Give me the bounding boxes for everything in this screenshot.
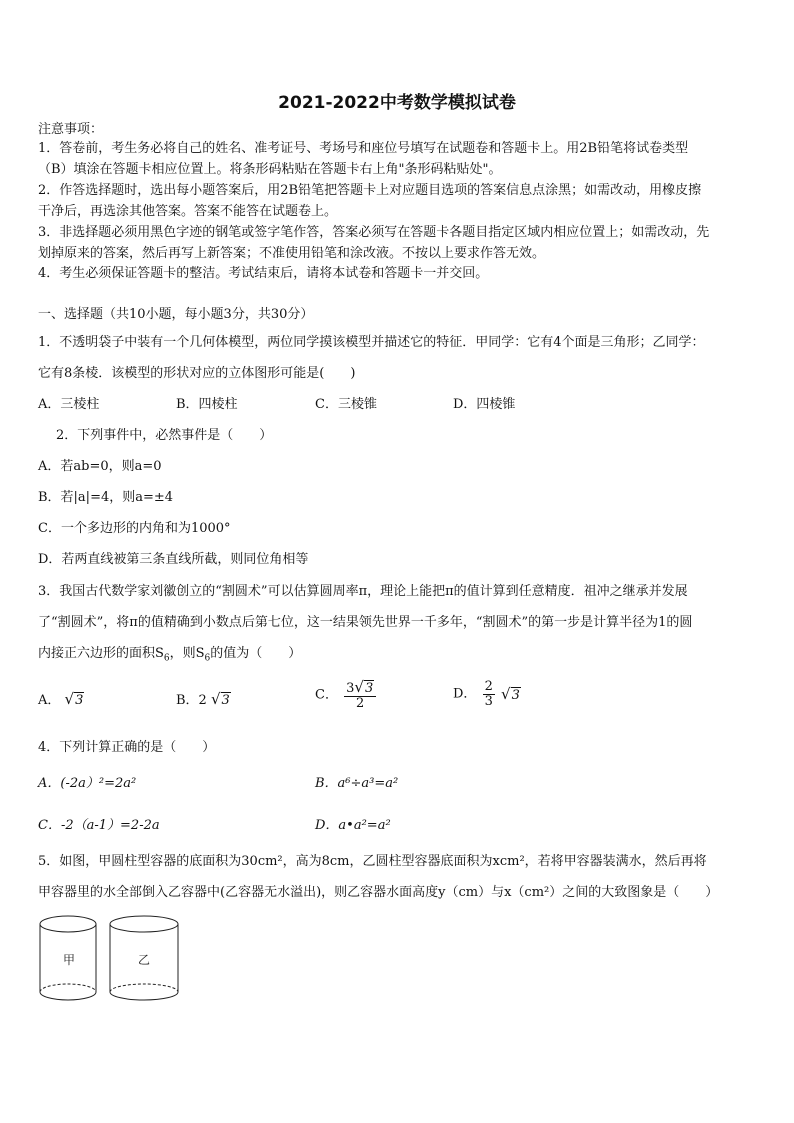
q2-option-a: A．若ab=0，则a=0 bbox=[38, 459, 162, 474]
notice-line: 4．考生必须保证答题卡的整洁。考试结束后，请将本试卷和答题卡一并交回。 bbox=[38, 266, 489, 281]
q1-option-c: C．三棱锥 bbox=[315, 397, 377, 412]
q1-option-b: B．四棱柱 bbox=[176, 397, 238, 412]
notice-line: 干净后，再选涂其他答案。答案不能答在试题卷上。 bbox=[38, 204, 338, 219]
q2-option-b: B．若|a|=4，则a=±4 bbox=[38, 490, 174, 505]
sqrt-expression: √3 bbox=[501, 684, 520, 703]
q3-option-b: B．2 √3 bbox=[176, 690, 230, 708]
q1-stem-line: 它有8条棱．该模型的形状对应的立体图形可能是( ) bbox=[38, 366, 356, 381]
sqrt-expression: √3 bbox=[64, 690, 84, 708]
q5-stem-line: 5．如图，甲圆柱型容器的底面积为30cm²，高为8cm，乙圆柱型容器底面积为xcm²，若将甲容器装满水，然后再将 bbox=[38, 854, 707, 869]
notice-line: 划掉原来的答案，然后再写上新答案；不准使用铅笔和涂改液。不按以上要求作答无效。 bbox=[38, 246, 546, 261]
q2-option-c: C．一个多边形的内角和为1000° bbox=[38, 521, 231, 536]
notice-line: 2．作答选择题时，选出每小题答案后，用2B铅笔把答题卡上对应题目选项的答案信息点涂黑；如需改动，用橡皮擦 bbox=[38, 183, 702, 198]
notice-line: （B）填涂在答题卡相应位置上。将条形码粘贴在答题卡右上角"条形码粘贴处"。 bbox=[38, 162, 502, 177]
q3-stem-line: 3．我国古代数学家刘徽创立的“割圆术”可以估算圆周率π，理论上能把π的值计算到任意精度．祖冲之继承并发展 bbox=[38, 584, 688, 599]
q3-stem-line: 了“割圆术”，将π的值精确到小数点后第七位，这一结果领先世界一千多年，“割圆术”的第一步是计算半径为1的圆 bbox=[38, 615, 693, 630]
fraction: $\frac{2}{3}$ bbox=[484, 679, 493, 709]
q3-option-c: C． $\frac{3√3}{2}$ bbox=[315, 680, 378, 711]
sqrt-expression: √3 bbox=[210, 690, 230, 708]
q1-stem-line: 1．不透明袋子中装有一个几何体模型，两位同学摸该模型并描述它的特征．甲同学：它有4个面是三角形；乙同学： bbox=[38, 335, 705, 350]
q5-stem-line: 甲容器里的水全部倒入乙容器中(乙容器无水溢出)，则乙容器水面高度y（cm）与x（cm²）之间的大致图象是（ ） bbox=[38, 885, 719, 900]
fraction: $\frac{3√3}{2}$ bbox=[344, 680, 376, 711]
cylinder-yi-label: 乙 bbox=[138, 953, 151, 967]
q1-option-a: A．三棱柱 bbox=[38, 397, 100, 412]
q2-option-d: D．若两直线被第三条直线所截，则同位角相等 bbox=[38, 552, 309, 567]
q4-option-c: C．-2（a-1）=2-2a bbox=[38, 818, 160, 833]
cylinder-jia-label: 甲 bbox=[63, 953, 76, 967]
notice-line: 1．答卷前，考生务必将自己的姓名、准考证号、考场号和座位号填写在试题卷和答题卡上。用2B铅笔将试卷类型 bbox=[38, 141, 689, 156]
exam-title: 2021-2022中考数学模拟试卷 bbox=[278, 93, 516, 113]
notice-heading: 注意事项： bbox=[38, 122, 104, 137]
q4-option-a: A．(-2a）²=2a² bbox=[38, 776, 137, 791]
q3-option-a: A． √3 bbox=[38, 690, 84, 708]
q3-option-d: D． $\frac{2}{3}$ √3 bbox=[453, 679, 520, 709]
cylinders-figure bbox=[34, 912, 194, 1012]
notice-line: 3．非选择题必须用黑色字迹的钢笔或签字笔作答，答案必须写在答题卡各题目指定区域内相应位置上；如需改动，先 bbox=[38, 225, 710, 240]
q4-option-b: B．a⁶÷a³=a² bbox=[315, 776, 399, 791]
section-heading: 一、选择题（共10小题，每小题3分，共30分） bbox=[38, 307, 314, 322]
q2-stem: 2．下列事件中，必然事件是（ ） bbox=[56, 428, 273, 443]
q4-option-d: D．a•a²=a² bbox=[315, 818, 391, 833]
q4-stem: 4．下列计算正确的是（ ） bbox=[38, 740, 216, 755]
q1-option-d: D．四棱锥 bbox=[453, 397, 516, 412]
q3-stem-line: 内接正六边形的面积$S_6$，则$S_6$的值为（ ） bbox=[38, 646, 302, 664]
